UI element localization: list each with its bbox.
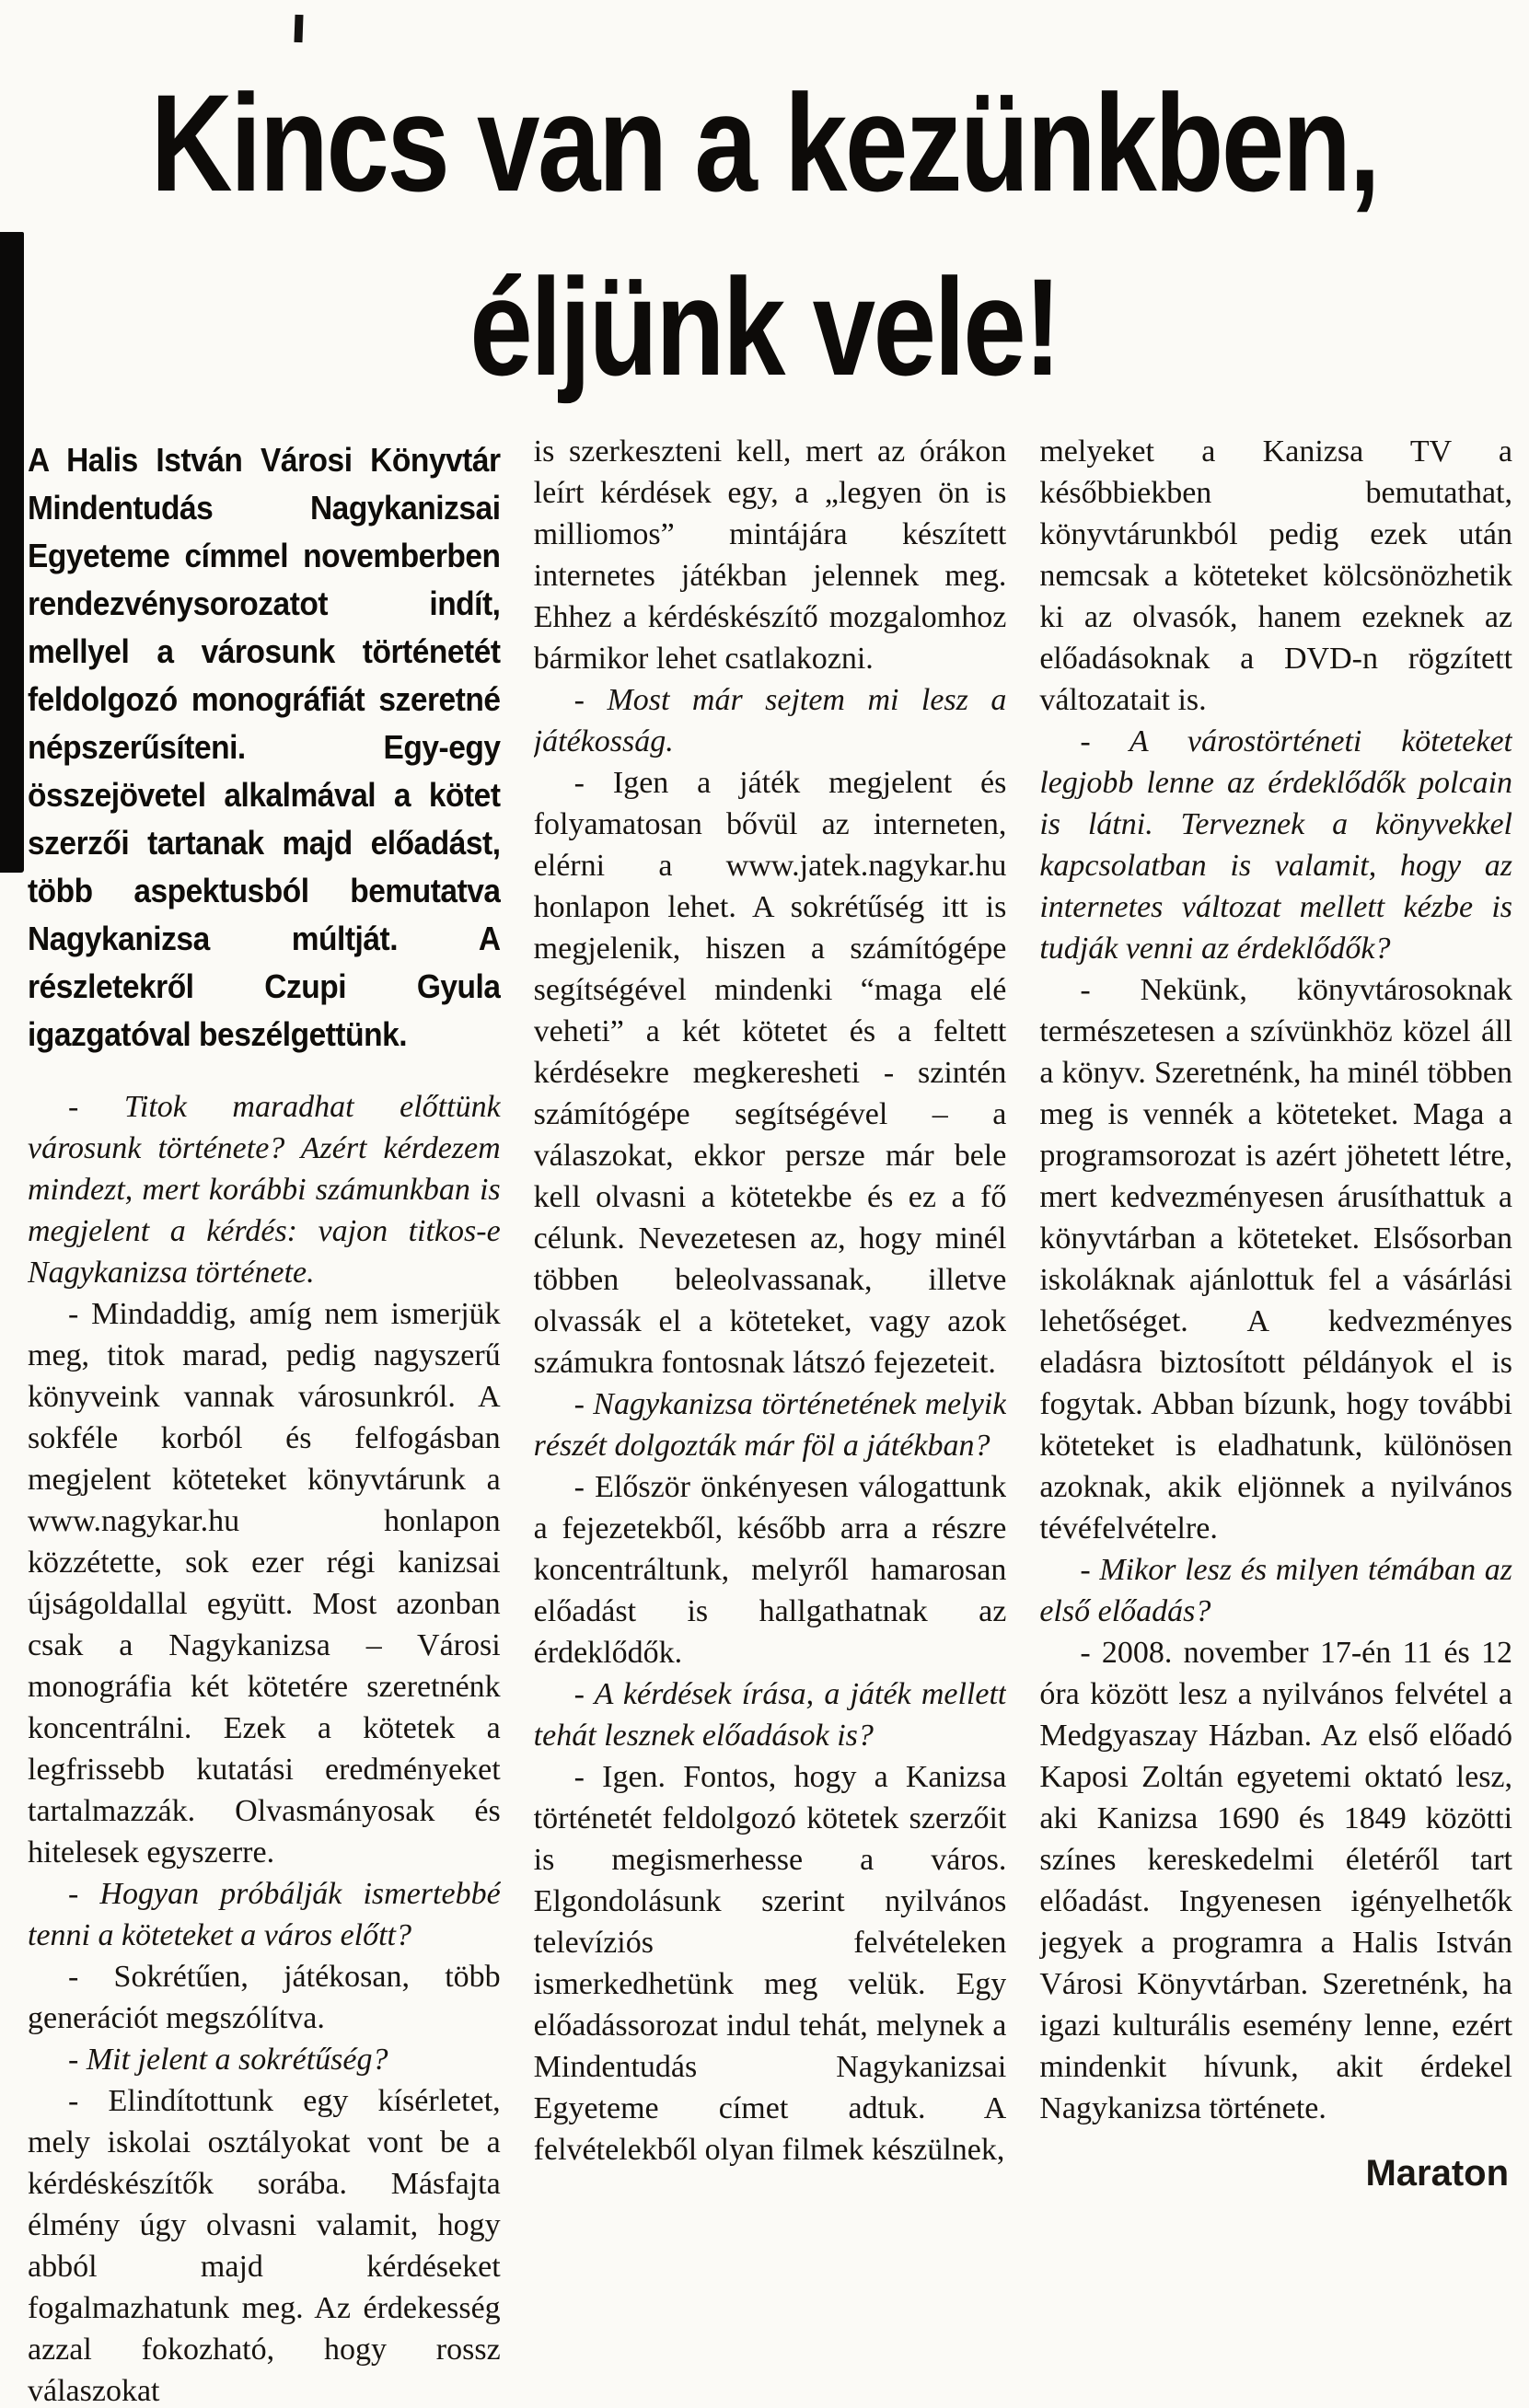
interview-question: - A kérdések írása, a játék mellett tehát lesznek előadások is? [533, 1677, 1007, 1753]
article-columns [28, 431, 1512, 2408]
continued-paragraph: is szerkeszteni kell, mert az órákon leírt kérdések egy, a „legyen ön is milliomos” mintájára készített internetes játékban jelennek meg. Ehhez a kérdéskészítő mozgalomhoz bármikor lehet csatlakozni. [533, 434, 1007, 676]
interview-question: - Hogyan próbálják ismertebbé tenni a köteteket a város előtt? [28, 1877, 501, 1952]
column-2 [534, 431, 1007, 2408]
author-signature: Maraton [1365, 2153, 1510, 2194]
left-edge-bar [0, 232, 24, 873]
article-headline [0, 51, 1529, 419]
interview-question: - Most már sejtem mi lesz a játékosság. [533, 683, 1007, 758]
interview-answer: - Először önkényesen válogattunk a fejezetekből, később arra a részre koncentráltunk, melyről hamarosan előadást is hallgathatnak az érdeklődők. [533, 1470, 1007, 1670]
scan-artifact-mark [294, 15, 303, 42]
interview-answer: - Igen. Fontos, hogy a Kanizsa történetét feldolgozó kötetek szerzőit is megismerhesse a város. Elgondolásunk szerint nyilvános televíziós felvételeken ismerkedhetünk meg velük. Egy előadássorozat indul tehát, melynek a Mindentudás Nagykanizsai Egyeteme címet adtuk. A felvételekből olyan filmek készülnek, [533, 1760, 1007, 2167]
headline-line-1: Kincs van a kezünkben, [150, 65, 1379, 220]
column-1 [28, 431, 501, 2408]
interview-answer: - Sokrétűen, játékosan, több generációt megszólítva. [28, 1960, 501, 2035]
interview-answer: - Igen a játék megjelent és folyamatosan bővül az interneten, elérni a www.jatek.nagykar.hu honlapon lehet. A sokrétűség itt is megjelenik, hiszen a számítógépe segítségével mindenki “maga elé veheti” a két kötetet és a feltett kérdésekre megkeresheti - szintén számítógépe segítségével – a válaszokat, ekkor persze már bele kell olvasni a kötetekbe és ez a fő célunk. Nevezetesen az, hogy minél többen beleolvassanak, illetve olvassák el a köteteket, vagy azok számukra fontosnak látszó fejezeteit. [533, 766, 1007, 1380]
interview-answer: - Mindaddig, amíg nem ismerjük meg, titok marad, pedig nagyszerű könyveink vannak városunkról. A sokféle korból és felfogásban megjelent köteteket könyvtárunk a www.nagykar.hu honlapon közzétette, sok ezer régi kanizsai újságoldallal együtt. Most azonban csak a Nagykanizsa – Városi monográfia két kötetére szeretnénk koncentrálni. Ezek a kötetek a legfrissebb kutatási eredményeket tartalmazzák. Olvasmányosak és hitelesek egyszerre. [28, 1297, 501, 1870]
column-3 [1039, 431, 1512, 2408]
continued-paragraph: melyeket a Kanizsa TV a későbbiekben bemutathat, könyvtárunkból pedig ezek után nemcsak a köteteket kölcsönözhetik ki az olvasók, hanem ezeknek az előadásoknak a DVD-n rögzített változatait is. [1039, 434, 1512, 717]
interview-question: - Mit jelent a sokrétűség? [68, 2043, 388, 2077]
interview-answer: - Nekünk, könyvtárosoknak természetesen a szívünkhöz közel áll a könyv. Szeretnénk, ha minél többen meg is vennék a köteteket. Maga a programsorozat is azért jöhetett létre, mert kedvezményesen árusíthattuk a könyvtárban a köteteket. Elsősorban iskoláknak ajánlottuk fel a vásárlási lehetőséget. A kedvezményes eladásra biztosított példányok el is fogytak. Abban bízunk, hogy további köteteket is eladhatunk, különösen azoknak, akik eljönnek a nyilvános tévéfelvételre. [1039, 973, 1512, 1546]
headline-line-2: éljünk vele! [469, 249, 1060, 404]
interview-answer: - Elindítottunk egy kísérletet, mely iskolai osztályokat vont be a kérdéskészítők sorába. Másfajta élmény úgy olvasni valamit, hogy abból majd kérdéseket fogalmazhatunk meg. Az érdekesség azzal fokozható, hogy rossz válaszokat [28, 2084, 501, 2408]
interview-question: - Mikor lesz és milyen témában az első előadás? [1039, 1553, 1512, 1628]
lead-paragraph: A Halis István Városi Könyvtár Mindentudás Nagykanizsai Egyeteme címmel novemberben rendezvénysorozatot indít, mellyel a városunk történetét feldolgozó monográfiát szeretné népszerűsíteni. Egy-egy összejövetel alkalmával a kötet szerzői tartanak majd előadást, több aspektusból bemutatva Nagykanizsa múltját. A részletekről Czupi Gyula igazgatóval beszélgettünk. [28, 441, 501, 1053]
interview-question: - A várostörténeti köteteket legjobb lenne az érdeklődők polcain is látni. Terveznek a könyvekkel kapcsolatban is valamit, hogy az internetes változat mellett kézbe is tudják venni az érdeklődők? [1039, 724, 1512, 966]
interview-answer: - 2008. november 17-én 11 és 12 óra között lesz a nyilvános felvétel a Medgyaszay Házban. Az első előadó Kaposi Zoltán egyetemi oktató lesz, aki Kanizsa 1690 és 1849 közötti színes kereskedelmi életéről tart előadást. Ingyenesen igényelhetők jegyek a programra a Halis István Városi Könyvtárban. Szeretnénk, ha igazi kulturális esemény lenne, ezért mindenkit hívunk, akit érdekel Nagykanizsa története. [1039, 1636, 1512, 2125]
interview-question: - Titok maradhat előttünk városunk története? Azért kérdezem mindezt, mert korábbi számunkban is megjelent a kérdés: vajon titkos-e Nagykanizsa története. [28, 1090, 501, 1290]
interview-question: - Nagykanizsa történetének melyik részét dolgozták már föl a játékban? [533, 1387, 1007, 1463]
